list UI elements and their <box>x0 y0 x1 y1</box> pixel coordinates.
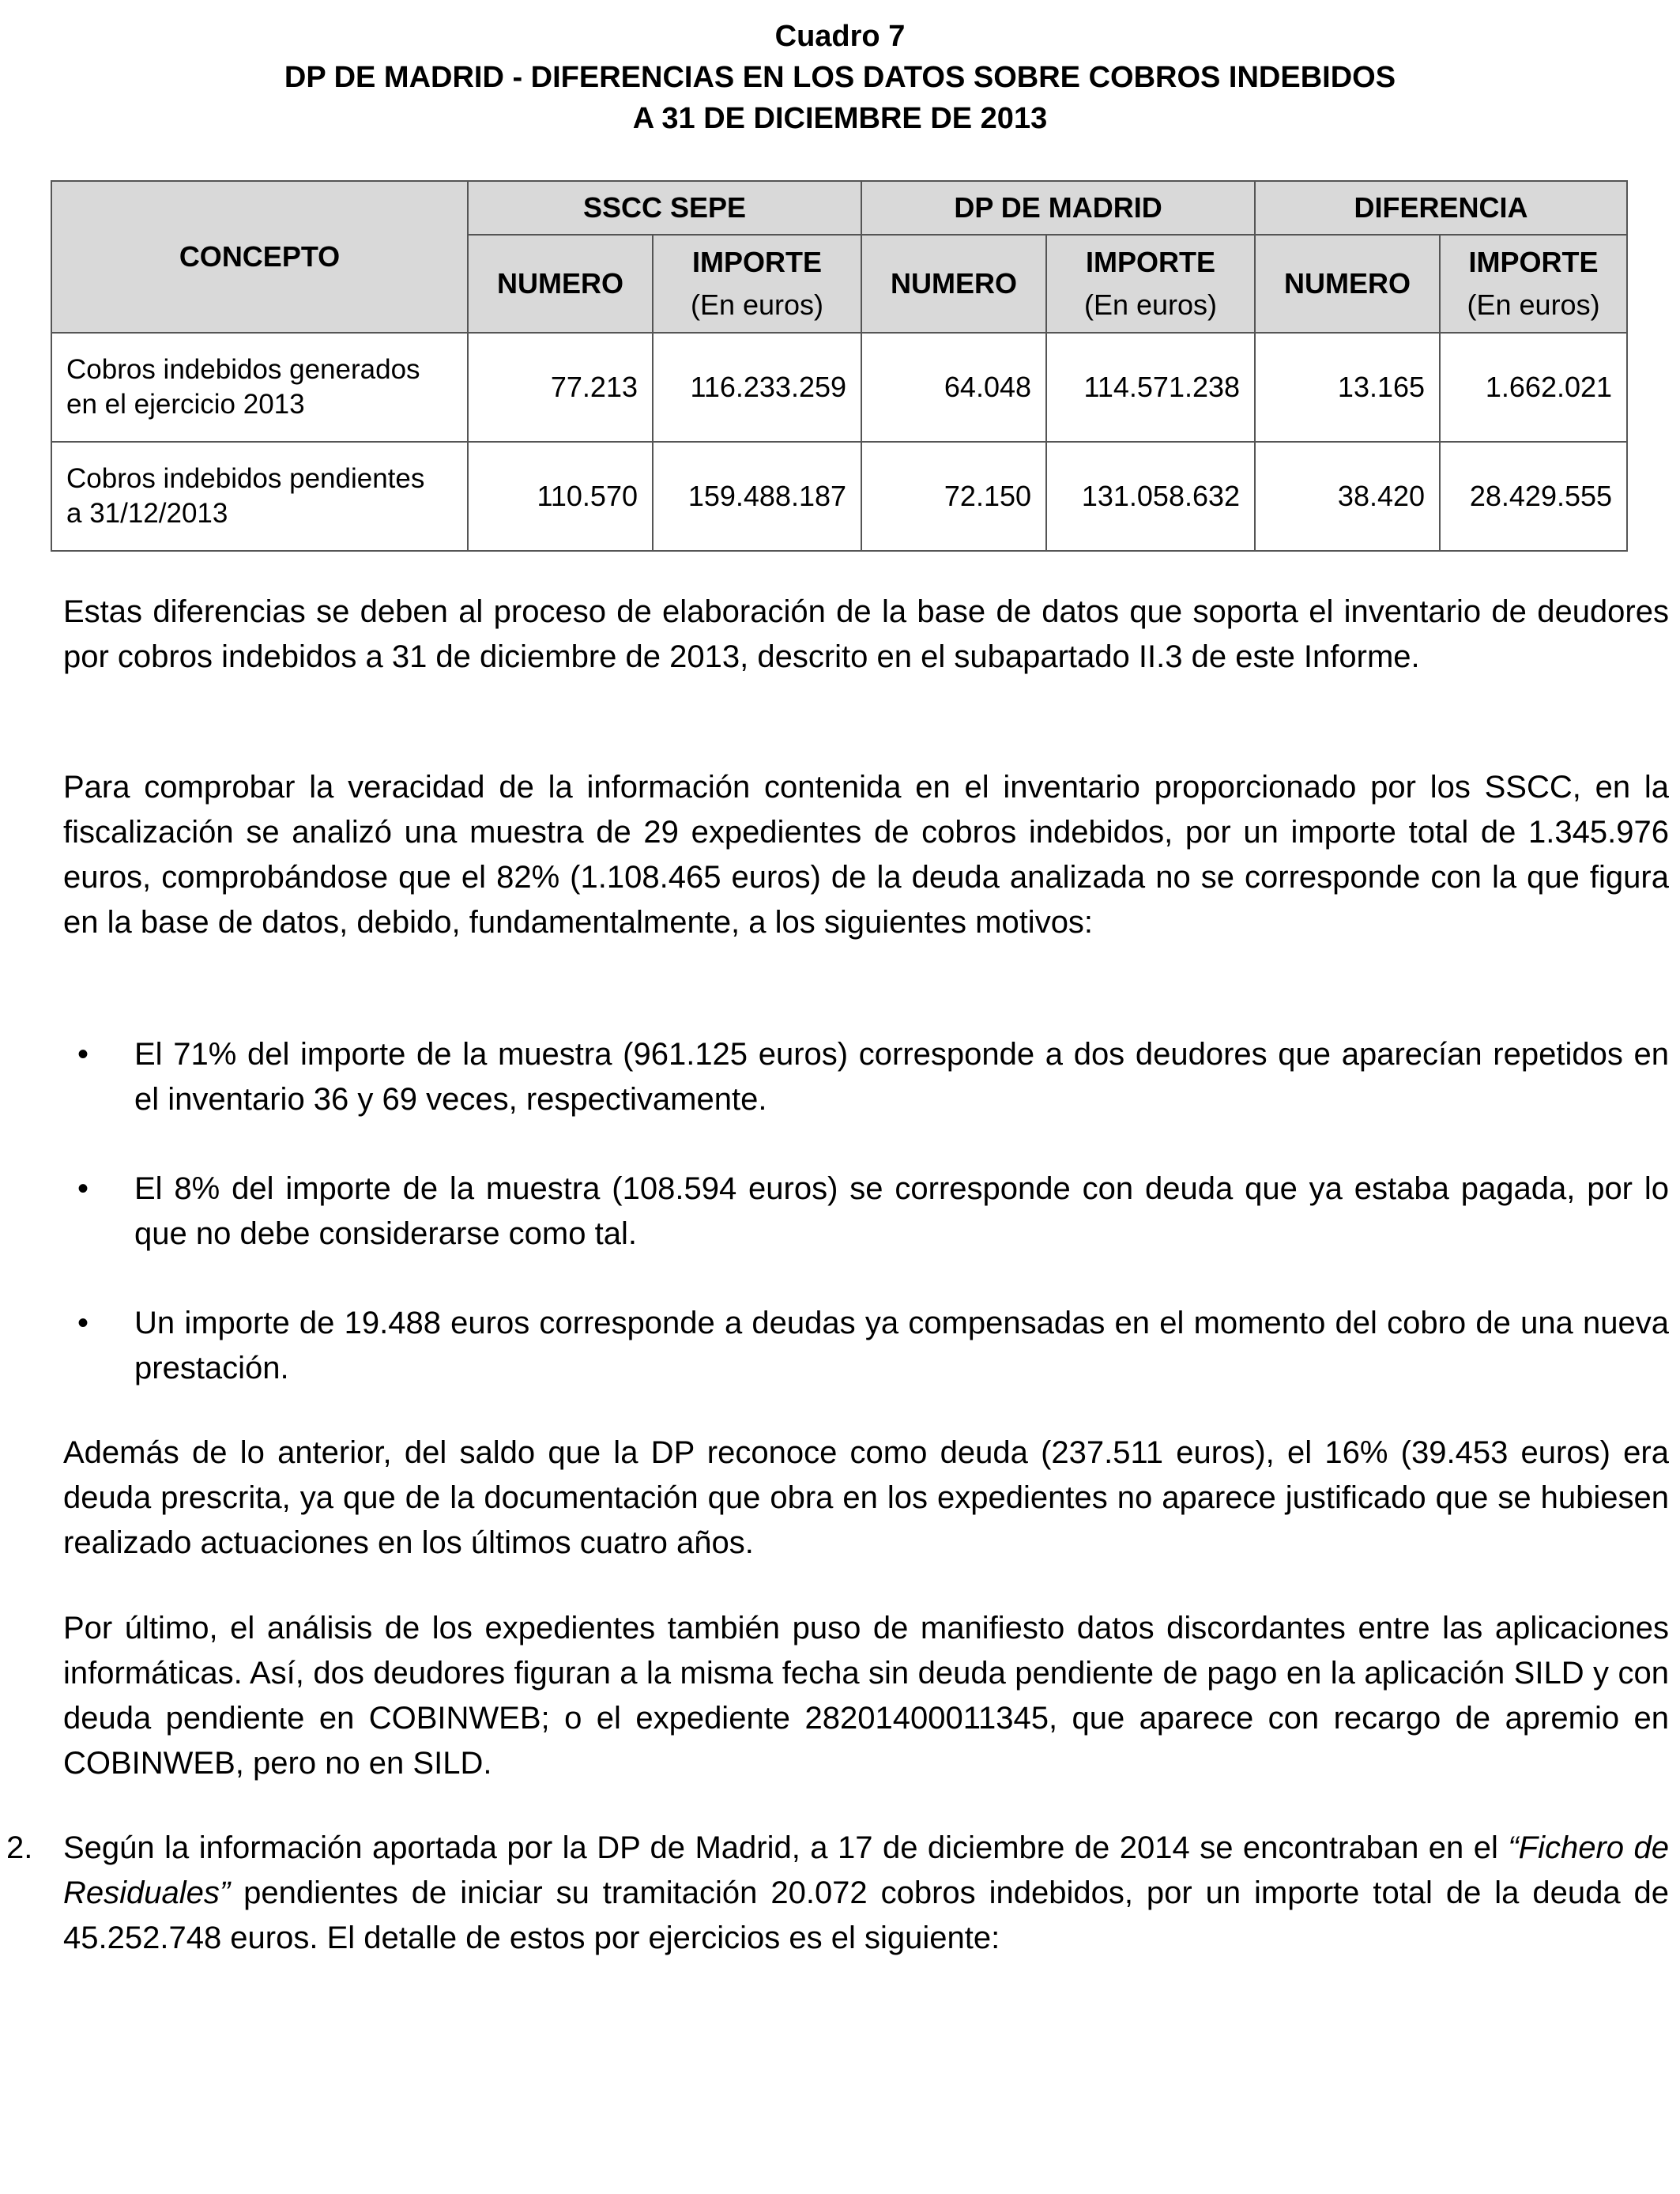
bullet-text: El 8% del importe de la muestra (108.594 euros) se corresponde con deuda que ya estaba pagada, por lo que no debe considerarse como tal. <box>134 1171 1669 1251</box>
bullet-icon: • <box>77 1037 89 1072</box>
table-row <box>51 333 1627 442</box>
column-header-importe <box>653 235 861 333</box>
item2-italic-term: “Fichero de Residuales” <box>63 1830 1669 1910</box>
table-row <box>51 442 1627 551</box>
group-header-dp-madrid: DP DE MADRID <box>861 181 1255 235</box>
cell-sscc-numero: 110.570 <box>468 442 653 551</box>
cell-diferencia-importe: 1.662.021 <box>1440 333 1627 442</box>
importe-unit: (En euros) <box>1467 288 1600 321</box>
importe-label: IMPORTE <box>1468 246 1599 278</box>
paragraph-prescribed-debt: Además de lo anterior, del saldo que la DP reconoce como deuda (237.511 euros), el 16% (39.453 euros) era deuda prescrita, ya que de la documentación que obra en los expedientes no aparece justificado que se hubiesen realizado actuaciones en los últimos cuatro años. <box>63 1435 1669 1560</box>
cell-dp-numero: 64.048 <box>861 333 1046 442</box>
column-header-importe <box>1046 235 1255 333</box>
list-number-marker: 2. <box>6 1830 33 1865</box>
table-group-header-row <box>51 181 1627 235</box>
table-caption-title: DP DE MADRID - DIFERENCIAS EN LOS DATOS SOBRE COBROS INDEBIDOS <box>284 61 1396 94</box>
cell-dp-importe: 114.571.238 <box>1046 333 1255 442</box>
paragraph-discordant-data: Por último, el análisis de los expedientes también puso de manifiesto datos discordantes entre las aplicaciones informáticas. Así, dos deudores figuran a la misma fecha sin deuda pendiente de pago en la aplicación SILD y con deuda pendiente en COBINWEB; o el expediente 28201400011345, que aparece con recargo de apremio en COBINWEB, pero no en SILD. <box>63 1611 1669 1781</box>
row-concept <box>51 442 468 551</box>
importe-label: IMPORTE <box>692 246 823 278</box>
cell-sscc-numero: 77.213 <box>468 333 653 442</box>
group-header-diferencia: DIFERENCIA <box>1255 181 1627 235</box>
column-header-importe <box>1440 235 1627 333</box>
cell-dp-importe: 131.058.632 <box>1046 442 1255 551</box>
concept-line: Cobros indebidos pendientes <box>66 463 425 494</box>
column-header-numero: NUMERO <box>468 235 653 333</box>
paragraph-item-2 <box>63 1826 1669 1961</box>
bullet-icon: • <box>77 1306 89 1340</box>
importe-unit: (En euros) <box>690 288 824 321</box>
bullet-text: El 71% del importe de la muestra (961.125 euros) corresponde a dos deudores que aparecían repetidos en el inventario 36 y 69 veces, respectivamente. <box>134 1037 1669 1117</box>
group-header-sscc-sepe: SSCC SEPE <box>468 181 861 235</box>
cell-dp-numero: 72.150 <box>861 442 1046 551</box>
cell-diferencia-numero: 38.420 <box>1255 442 1440 551</box>
concept-line: a 31/12/2013 <box>66 498 228 529</box>
item2-text-before: Según la información aportada por la DP de Madrid, a 17 de diciembre de 2014 se encontraban en el <box>63 1830 1509 1865</box>
differences-table <box>51 180 1628 552</box>
importe-unit: (En euros) <box>1083 288 1218 321</box>
item2-text-after: pendientes de iniciar su tramitación 20.072 cobros indebidos, por un importe total de la deuda de 45.252.748 euros. El detalle de estos por ejercicios es el siguiente: <box>63 1875 1669 1955</box>
table-caption-number: Cuadro 7 <box>774 20 906 53</box>
table-caption-date: A 31 DE DICIEMBRE DE 2013 <box>632 102 1048 135</box>
concept-line: en el ejercicio 2013 <box>66 389 305 420</box>
paragraph-differences-origin: Estas diferencias se deben al proceso de elaboración de la base de datos que soporta el inventario de deudores por cobros indebidos a 31 de diciembre de 2013, descrito en el subapartado II.3 de este Informe. <box>63 594 1669 674</box>
row-concept <box>51 333 468 442</box>
importe-label: IMPORTE <box>1086 246 1216 278</box>
cell-diferencia-numero: 13.165 <box>1255 333 1440 442</box>
concept-header: CONCEPTO <box>51 181 468 333</box>
column-header-numero: NUMERO <box>1255 235 1440 333</box>
cell-sscc-importe: 116.233.259 <box>653 333 861 442</box>
cell-diferencia-importe: 28.429.555 <box>1440 442 1627 551</box>
column-header-numero: NUMERO <box>861 235 1046 333</box>
cell-sscc-importe: 159.488.187 <box>653 442 861 551</box>
paragraph-sample-analysis: Para comprobar la veracidad de la información contenida en el inventario proporcionado por los SSCC, en la fiscalización se analizó una muestra de 29 expedientes de cobros indebidos, por un importe total de 1.345.976 euros, comprobándose que el 82% (1.108.465 euros) de la deuda analizada no se corresponde con la que figura en la base de datos, debido, fundamentalmente, a los siguientes motivos: <box>63 770 1669 940</box>
bullet-text: Un importe de 19.488 euros corresponde a deudas ya compensadas en el momento del cobro de una nueva prestación. <box>134 1306 1669 1385</box>
concept-line: Cobros indebidos generados <box>66 354 420 385</box>
bullet-icon: • <box>77 1171 89 1206</box>
